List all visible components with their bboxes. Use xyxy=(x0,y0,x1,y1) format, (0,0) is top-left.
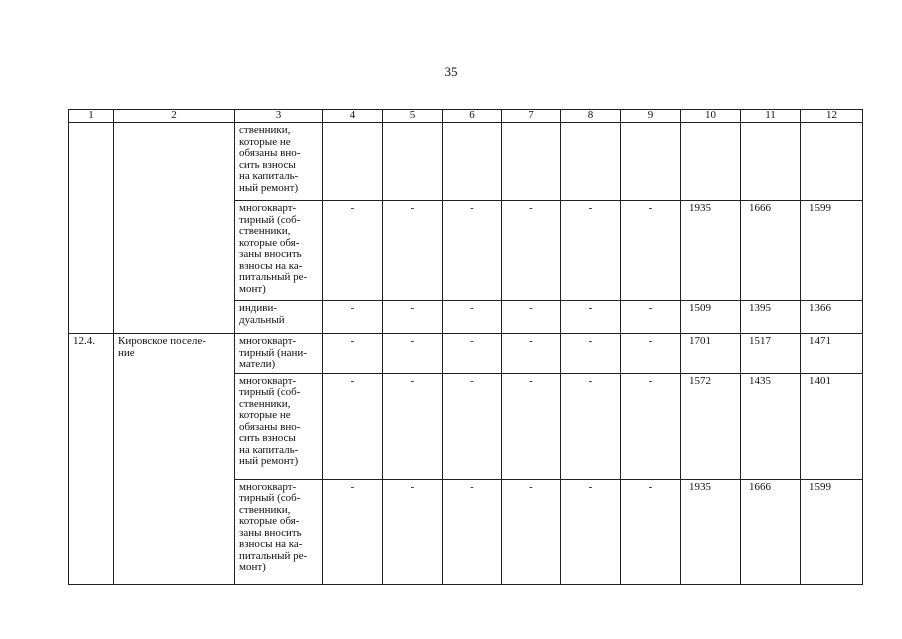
value-cell xyxy=(502,123,561,201)
value-cell: 1401 xyxy=(801,373,863,479)
table-row xyxy=(69,334,863,374)
row-number-text: 12.4. xyxy=(73,335,95,347)
header-cell: 7 xyxy=(502,110,561,123)
header-cell: 8 xyxy=(561,110,621,123)
value-cell: - xyxy=(443,301,502,334)
header-cell: 11 xyxy=(741,110,801,123)
value-cell: 1517 xyxy=(741,334,801,374)
header-cell: 5 xyxy=(383,110,443,123)
housing-type xyxy=(235,334,323,374)
value-cell xyxy=(621,123,681,201)
value-cell: - xyxy=(443,373,502,479)
value-cell: - xyxy=(443,479,502,584)
value-cell: 1701 xyxy=(681,334,741,374)
housing-type xyxy=(235,123,323,201)
value-cell xyxy=(801,123,863,201)
value-cell xyxy=(561,123,621,201)
value-cell xyxy=(443,123,502,201)
header-cell: 2 xyxy=(114,110,235,123)
value-cell: - xyxy=(502,301,561,334)
value-cell: 1435 xyxy=(741,373,801,479)
housing-type xyxy=(235,479,323,584)
table-row xyxy=(69,123,863,201)
header-cell: 12 xyxy=(801,110,863,123)
housing-type xyxy=(235,373,323,479)
value-cell: - xyxy=(383,201,443,301)
value-cell: - xyxy=(383,334,443,374)
header-cell: 3 xyxy=(235,110,323,123)
value-cell xyxy=(383,123,443,201)
settlement-name xyxy=(114,334,235,585)
value-cell: 1366 xyxy=(801,301,863,334)
housing-type xyxy=(235,201,323,301)
value-cell: - xyxy=(383,301,443,334)
value-cell: - xyxy=(621,301,681,334)
value-cell: 1599 xyxy=(801,201,863,301)
value-cell: - xyxy=(502,334,561,374)
tariff-table xyxy=(68,109,863,585)
value-cell: - xyxy=(561,334,621,374)
value-cell: - xyxy=(443,334,502,374)
header-cell: 10 xyxy=(681,110,741,123)
housing-type-text: многокварт- тирный (соб- ственники, которые обя- заны вносить взносы на ка- питальный ре- монт) xyxy=(239,480,308,573)
value-cell: 1509 xyxy=(681,301,741,334)
housing-type-text: многокварт- тирный (нани- матели) xyxy=(239,335,307,370)
value-cell: 1935 xyxy=(681,201,741,301)
value-cell: - xyxy=(621,201,681,301)
value-cell: 1935 xyxy=(681,479,741,584)
housing-type xyxy=(235,301,323,334)
value-cell: - xyxy=(323,201,383,301)
value-cell: - xyxy=(621,373,681,479)
value-cell: - xyxy=(561,373,621,479)
value-cell: - xyxy=(323,301,383,334)
value-cell: - xyxy=(502,479,561,584)
value-cell: - xyxy=(443,201,502,301)
housing-type-text: ственники, которые не обязаны вно- сить взносы на капиталь- ный ремонт) xyxy=(239,124,301,194)
header-cell: 9 xyxy=(621,110,681,123)
header-cell: 6 xyxy=(443,110,502,123)
value-cell: 1572 xyxy=(681,373,741,479)
header-cell: 1 xyxy=(69,110,114,123)
value-cell: 1471 xyxy=(801,334,863,374)
row-number xyxy=(69,123,114,334)
value-cell: - xyxy=(561,301,621,334)
row-number xyxy=(69,334,114,585)
housing-type-text: индиви- дуальный xyxy=(239,302,285,326)
value-cell xyxy=(741,123,801,201)
value-cell: - xyxy=(383,373,443,479)
value-cell: - xyxy=(323,479,383,584)
housing-type-text: многокварт- тирный (соб- ственники, которые обя- заны вносить взносы на ка- питальный ре- монт) xyxy=(239,202,308,295)
value-cell: - xyxy=(561,479,621,584)
settlement-name-text: Кировское поселе- ние xyxy=(118,335,206,359)
value-cell: - xyxy=(621,479,681,584)
value-cell: - xyxy=(561,201,621,301)
value-cell: - xyxy=(323,334,383,374)
value-cell: - xyxy=(502,373,561,479)
header-row xyxy=(69,110,863,123)
value-cell: 1395 xyxy=(741,301,801,334)
value-cell: - xyxy=(621,334,681,374)
value-cell: 1666 xyxy=(741,201,801,301)
value-cell: - xyxy=(323,373,383,479)
header-cell: 4 xyxy=(323,110,383,123)
value-cell xyxy=(681,123,741,201)
page-number: 35 xyxy=(444,64,458,79)
settlement-name xyxy=(114,123,235,334)
value-cell: - xyxy=(502,201,561,301)
value-cell: 1599 xyxy=(801,479,863,584)
value-cell: 1666 xyxy=(741,479,801,584)
value-cell xyxy=(323,123,383,201)
value-cell: - xyxy=(383,479,443,584)
housing-type-text: многокварт- тирный (соб- ственники, которые не обязаны вно- сить взносы на капиталь- ный ремонт) xyxy=(239,374,301,467)
